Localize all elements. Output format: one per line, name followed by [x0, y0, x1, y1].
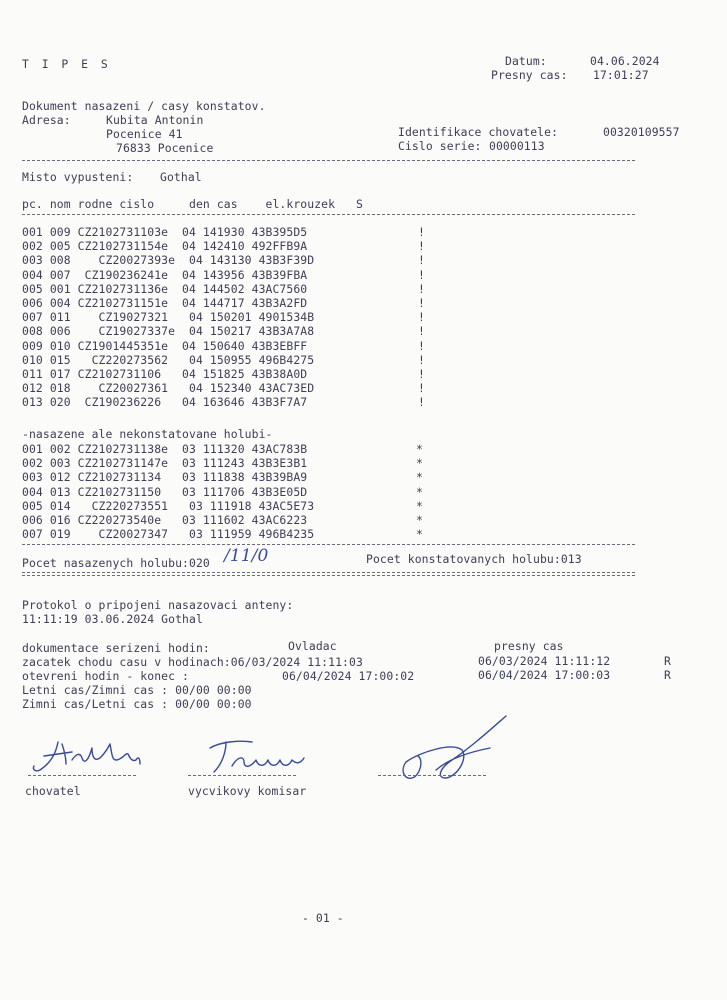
table-row: 003 008 CZ20027393e 04 143130 43B3F39D	[22, 253, 315, 268]
row-mark: !	[418, 225, 425, 239]
table-row: 012 018 CZ20027361 04 152340 43AC73ED	[22, 381, 315, 396]
row-mark: *	[416, 527, 423, 542]
row-mark: *	[416, 498, 423, 513]
series-value: 00000113	[489, 139, 545, 153]
table-row: 005 001 CZ2102731136e 04 144502 43AC7560	[22, 281, 308, 296]
owner-name: Kubita Antonin	[106, 113, 204, 127]
table-row: 007 011 CZ19027321 04 150201 4901534B	[22, 310, 315, 325]
clock-header-controller: Ovladac	[288, 639, 337, 653]
address-label: Adresa:	[22, 113, 71, 127]
table-row: 005 014 CZ220273551 03 111918 43AC5E73	[22, 498, 315, 513]
row-mark: !	[418, 338, 425, 353]
protocol-line2: 11:11:19 03.06.2024 Gothal	[22, 612, 203, 626]
table-row: 003 012 CZ2102731134 03 111838 43B39BA9	[22, 470, 308, 485]
street: Pocenice 41	[106, 127, 183, 141]
date-label: Datum:	[505, 54, 547, 68]
time-value: 17:01:27	[593, 68, 649, 82]
row-mark: !	[418, 367, 425, 381]
clock-end-flag: R	[664, 668, 671, 682]
row-mark: !	[418, 281, 425, 296]
page-number: - 01 -	[302, 911, 344, 925]
breeder-id: 00320109557	[603, 125, 680, 139]
signature-label-breeder: chovatel	[25, 784, 81, 798]
unreported-title: -nasazene ale nekonstatovane holubi-	[22, 427, 273, 441]
release-place: Gothal	[160, 170, 202, 184]
table-row: 001 002 CZ2102731138e 03 111320 43AC783B	[22, 442, 308, 456]
table-row: 002 003 CZ2102731147e 03 111243 43B3E3B1	[22, 456, 308, 471]
table-row: 002 005 CZ2102731154e 04 142410 492FFB9A	[22, 239, 308, 254]
placed-count: Pocet nasazenych holubu:020	[22, 556, 210, 570]
table-row: 007 019 CZ20027347 03 111959 496B4235	[22, 527, 315, 542]
clock-start-flag: R	[664, 654, 671, 668]
table-row: 004 013 CZ2102731150 03 111706 43B3E05D	[22, 484, 308, 499]
table-row: 011 017 CZ2102731106 04 151825 43B38A0D	[22, 367, 308, 381]
clock-end-controller: 06/04/2024 17:00:02	[282, 669, 415, 683]
dst-winter-summer: Zimni cas/Letni cas : 00/00 00:00	[22, 697, 252, 711]
table-row: 009 010 CZ1901445351e 04 150640 43B3EBFF	[22, 338, 308, 353]
signature-line-commissioner	[188, 775, 296, 776]
document-title: Dokument nasazeni / casy konstatov.	[22, 99, 266, 113]
row-mark: !	[418, 381, 425, 396]
row-mark: !	[418, 324, 425, 339]
row-mark: *	[416, 442, 423, 456]
dst-summer-winter: Letni cas/Zimni cas : 00/00 00:00	[22, 683, 252, 697]
row-mark: !	[418, 239, 425, 254]
breeder-id-label: Identifikace chovatele:	[398, 125, 559, 139]
table-row: 008 006 CZ19027337e 04 150217 43B3A7A8	[22, 324, 315, 339]
release-label: Misto vypusteni:	[22, 170, 134, 184]
row-mark: *	[416, 470, 423, 485]
clock-header: dokumentace serizeni hodin:	[22, 641, 210, 655]
row-mark: !	[418, 253, 425, 268]
clock-start-exact: 06/03/2024 11:11:12	[478, 654, 611, 668]
series-label: Cislo serie:	[398, 139, 482, 153]
row-mark: !	[418, 296, 425, 310]
time-label: Presny cas:	[491, 68, 568, 82]
date-value: 04.06.2024	[590, 54, 660, 68]
signature-label-commissioner: vycvikovy komisar	[188, 784, 307, 798]
brand-title: T I P E S	[22, 57, 111, 71]
signature-line-breeder	[28, 775, 136, 776]
row-mark: !	[418, 395, 425, 410]
clock-end-label: otevreni hodin - konec :	[22, 669, 189, 683]
table-row: 006 016 CZ220273540e 03 111602 43AC6223	[22, 513, 308, 527]
row-mark: !	[418, 310, 425, 325]
table-row: 010 015 CZ220273562 04 150955 496B4275	[22, 352, 315, 367]
clock-start-row: zacatek chodu casu v hodinach:06/03/2024 11:11:03	[22, 655, 363, 669]
table-header: pc. nom rodne cislo den cas el.krouzek S	[22, 197, 363, 211]
city: 76833 Pocenice	[116, 141, 214, 155]
clock-end-exact: 06/04/2024 17:00:03	[478, 668, 611, 682]
table-row: 013 020 CZ190236226 04 163646 43B3F7A7	[22, 395, 308, 410]
handwritten-count: /11/0	[224, 546, 269, 566]
row-mark: !	[418, 267, 425, 282]
clock-header-exact: presny cas	[494, 639, 564, 653]
row-mark: !	[418, 352, 425, 367]
signature-line-third	[378, 775, 486, 776]
table-row: 006 004 CZ2102731151e 04 144717 43B3A2FD	[22, 296, 308, 310]
row-mark: *	[416, 513, 423, 527]
row-mark: *	[416, 456, 423, 471]
reported-count: Pocet konstatovanych holubu:013	[366, 552, 582, 566]
table-row: 001 009 CZ2102731103e 04 141930 43B395D5	[22, 225, 308, 239]
row-mark: *	[416, 484, 423, 499]
protocol-line1: Protokol o pripojeni nasazovaci anteny:	[22, 598, 294, 612]
table-row: 004 007 CZ190236241e 04 143956 43B39FBA	[22, 267, 308, 282]
